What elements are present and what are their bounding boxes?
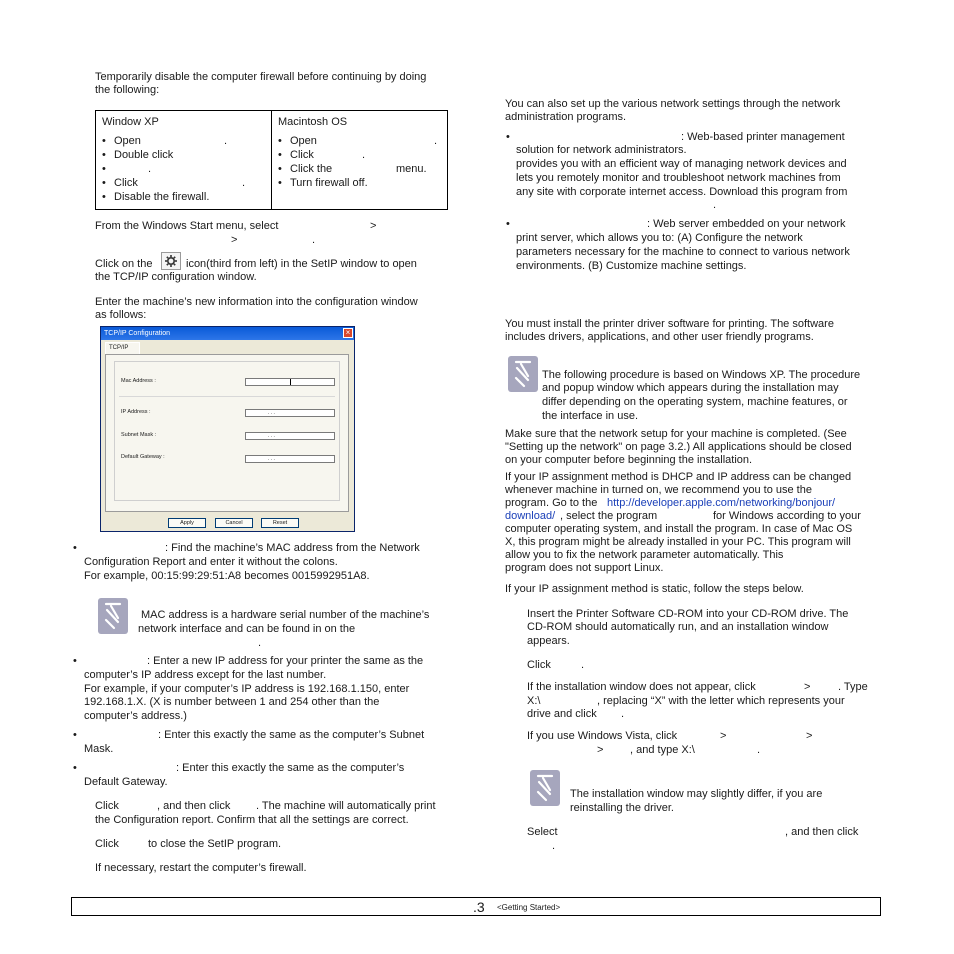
dhcp-text-8: program does not support Linux.	[505, 562, 664, 574]
note2-text-2: reinstalling the driver.	[570, 802, 674, 814]
mac-address-label: Mac Address :	[121, 378, 156, 384]
page-footer	[71, 897, 881, 916]
default-gateway-field[interactable]: . . .	[245, 455, 335, 463]
section-label: <Getting Started>	[497, 903, 561, 912]
dhcp-text-4: , select the program	[560, 510, 658, 522]
click-dot: .	[581, 659, 585, 671]
bullet1-text-6: .	[713, 199, 717, 211]
bonjour-link-2[interactable]: download/	[505, 510, 556, 522]
note1-text: The following procedure is based on Windows XP. The procedure	[542, 369, 861, 381]
bullet1-text-5: any site with corporate internet access. Download this program from	[516, 186, 848, 198]
dialog-panel	[105, 354, 349, 512]
tab-tcpip[interactable]: TCP/IP	[105, 342, 140, 354]
start-menu-gt: >	[370, 220, 377, 232]
vista-text-2c: .	[757, 744, 761, 756]
click-on-text-3: the TCP/IP configuration window.	[95, 271, 257, 283]
enter-info-text: Enter the machine’s new information into the configuration window	[95, 296, 418, 308]
bullet-icon: •	[73, 655, 77, 667]
mac-bullet-text-2: Configuration Report and enter it without the colons.	[84, 556, 338, 568]
bullet1-text-3: provides you with an efficient way of managing network devices and	[516, 158, 847, 170]
install-text-2: includes drivers, applications, and other user friendly programs.	[505, 331, 814, 343]
macintosh-cell	[272, 111, 448, 210]
bullet-icon: •	[73, 729, 77, 741]
dhcp-text-4c: for Windows according to your	[713, 510, 861, 522]
note1-text-3: differ depending on the operating system, machine features, or	[542, 396, 848, 408]
no-window-text-3: drive and click	[527, 708, 597, 720]
bullet2-text-4: environments. (B) Customize machine settings.	[516, 260, 747, 272]
no-window-text: If the installation window does not appear, click	[527, 681, 756, 693]
click-apply-text-c: . The machine will automatically print	[256, 800, 436, 812]
intro-text-2: the following:	[95, 84, 160, 96]
firewall-table	[95, 110, 448, 210]
subnet-mask-field[interactable]: . . .	[245, 432, 335, 440]
gateway-bullet-text: : Enter this exactly the same as the computer’s	[176, 762, 405, 774]
note1-text-2: and popup window which appears during the installation may	[542, 382, 839, 394]
vista-gt-3: >	[597, 744, 604, 756]
no-window-text-2b: , replacing “X” with the letter which represents your	[597, 695, 845, 707]
start-menu-text: From the Windows Start menu, select	[95, 220, 279, 232]
cd-text: Insert the Printer Software CD-ROM into your CD-ROM drive. The	[527, 608, 849, 620]
dhcp-text-5: computer operating system, and install the program. In case of Mac OS	[505, 523, 853, 535]
list-item: • Disable the firewall.	[102, 190, 265, 204]
list-item: • Click .	[102, 176, 265, 190]
list-item: • Turn firewall off.	[278, 176, 441, 190]
make-sure-text-3: on your computer before beginning the installation.	[505, 454, 753, 466]
select-text: Select	[527, 826, 558, 838]
dhcp-text-2: whenever machine in turned on, we recommend you to use the	[505, 484, 812, 496]
dhcp-text-7: allow you to fix the network parameter automatically. This	[505, 549, 784, 561]
mac-bullet-text-3: For example, 00:15:99:29:51:A8 becomes 0015992951A8.	[84, 570, 370, 582]
gear-icon	[161, 252, 181, 270]
also-text-2: administration programs.	[505, 111, 627, 123]
click-close-text-b: to close the SetIP program.	[148, 838, 282, 850]
subnet-bullet-text-2: Mask.	[84, 743, 114, 755]
note-icon	[530, 770, 558, 804]
select-text-b: , and then click	[785, 826, 859, 838]
ip-address-field[interactable]: . . .	[245, 409, 335, 417]
list-item: • Open .	[102, 134, 265, 148]
mac-note-text-2: network interface and can be found in on the	[138, 623, 356, 635]
start-menu-dot: .	[312, 234, 316, 246]
ip-bullet-text-3: For example, if your computer’s IP address is 192.168.1.150, enter	[84, 683, 410, 695]
page-number: .3	[473, 899, 485, 915]
bullet1-text-2: solution for network administrators.	[516, 144, 687, 156]
mac-note-text: MAC address is a hardware serial number of the machine’s	[141, 609, 430, 621]
dialog-title: TCP/IP Configuration	[104, 330, 171, 337]
click-apply-text-2: the Configuration report. Confirm that all the settings are correct.	[95, 814, 409, 826]
bullet2-text-2: print server, which allows you to: (A) Configure the network	[516, 232, 803, 244]
start-menu-gt: >	[231, 234, 238, 246]
bullet-icon: •	[506, 218, 510, 230]
install-text: You must install the printer driver software for printing. The software	[505, 318, 834, 330]
restart-firewall-text: If necessary, restart the computer’s firewall.	[95, 862, 307, 874]
subnet-mask-label: Subnet Mask :	[121, 432, 157, 438]
ip-bullet-text: : Enter a new IP address for your printer the same as the	[147, 655, 424, 667]
cd-text-3: appears.	[527, 635, 570, 647]
note-icon	[98, 598, 126, 632]
vista-gt: >	[720, 730, 727, 742]
bonjour-link[interactable]: http://developer.apple.com/networking/bonjour/	[607, 497, 836, 509]
no-window-text-b: . Type	[838, 681, 868, 693]
mac-address-field[interactable]	[245, 378, 335, 386]
bullet1-text: : Web-based printer management	[681, 131, 845, 143]
vista-text-2: , and type X:\	[630, 744, 695, 756]
list-item: • Click .	[278, 148, 441, 162]
make-sure-text: Make sure that the network setup for your machine is completed. (See	[505, 428, 847, 440]
ip-bullet-text-2: computer’s IP address except for the last number.	[84, 669, 327, 681]
reset-button[interactable]: Reset	[261, 518, 299, 528]
bullet-icon: •	[506, 131, 510, 143]
mac-note-text-3: .	[258, 637, 262, 649]
no-window-text-3b: .	[621, 708, 625, 720]
vista-gt-2: >	[806, 730, 813, 742]
dialog-title-bar	[101, 327, 354, 340]
no-window-gt: >	[804, 681, 811, 693]
enter-info-text-2: as follows:	[95, 309, 147, 321]
no-window-text-2: X:\	[527, 695, 541, 707]
dhcp-text: If your IP assignment method is DHCP and IP address can be changed	[505, 471, 852, 483]
ip-bullet-text-4: 192.168.1.X. (X is number between 1 and 254 other than the	[84, 696, 380, 708]
list-item: • Double click	[102, 148, 265, 162]
vista-text: If you use Windows Vista, click	[527, 730, 678, 742]
also-text: You can also set up the various network settings through the network	[505, 98, 841, 110]
close-icon[interactable]: ×	[343, 328, 353, 338]
bullet2-text: : Web server embedded on your network	[647, 218, 846, 230]
note2-text: The installation window may slightly differ, if you are	[570, 788, 823, 800]
static-text: If your IP assignment method is static, follow the steps below.	[505, 583, 804, 595]
macintosh-header: Macintosh OS	[278, 116, 348, 128]
divider	[119, 396, 335, 397]
subnet-bullet-text: : Enter this exactly the same as the computer’s Subnet	[158, 729, 425, 741]
dialog-group	[114, 361, 340, 501]
cd-text-2: CD-ROM should automatically run, and an installation window	[527, 621, 829, 633]
ip-bullet-text-5: computer’s address.)	[84, 710, 187, 722]
click-on-text-2: icon(third from left) in the SetIP window to open	[186, 258, 417, 270]
click-apply-text: Click	[95, 800, 119, 812]
click-on-text: Click on the	[95, 258, 153, 270]
default-gateway-label: Default Gateway :	[121, 454, 165, 460]
windows-xp-cell	[96, 111, 272, 210]
click-close-text: Click	[95, 838, 119, 850]
click-apply-text-b: , and then click	[157, 800, 231, 812]
intro-text: Temporarily disable the computer firewall before continuing by doing	[95, 71, 427, 83]
mac-bullet-text: : Find the machine’s MAC address from the Network	[165, 542, 420, 554]
windows-xp-header: Window XP	[102, 116, 159, 128]
dhcp-text-3: program. Go to the	[505, 497, 598, 509]
list-item: • .	[102, 162, 265, 176]
bullet-icon: •	[73, 542, 77, 554]
bullet1-text-4: lets you remotely monitor and troubleshoot network machines from	[516, 172, 841, 184]
cancel-button[interactable]: Cancel	[215, 518, 253, 528]
bullet2-text-3: parameters necessary for the machine to connect to various network	[516, 246, 850, 258]
list-item: • Click the menu.	[278, 162, 441, 176]
apply-button[interactable]: Apply	[168, 518, 206, 528]
tcpip-config-dialog	[100, 326, 355, 532]
bullet-icon: •	[73, 762, 77, 774]
ip-address-label: IP Address :	[121, 409, 151, 415]
dhcp-text-6: X, this program might be already installed in your PC. This program will	[505, 536, 851, 548]
gateway-bullet-text-2: Default Gateway.	[84, 776, 168, 788]
note-icon	[508, 356, 536, 390]
make-sure-text-2: "Setting up the network" on page 3.2.) All applications should be closed	[505, 441, 852, 453]
click-text: Click	[527, 659, 551, 671]
note1-text-4: the interface in use.	[542, 410, 639, 422]
select-dot: .	[552, 840, 556, 852]
list-item: • Open .	[278, 134, 441, 148]
